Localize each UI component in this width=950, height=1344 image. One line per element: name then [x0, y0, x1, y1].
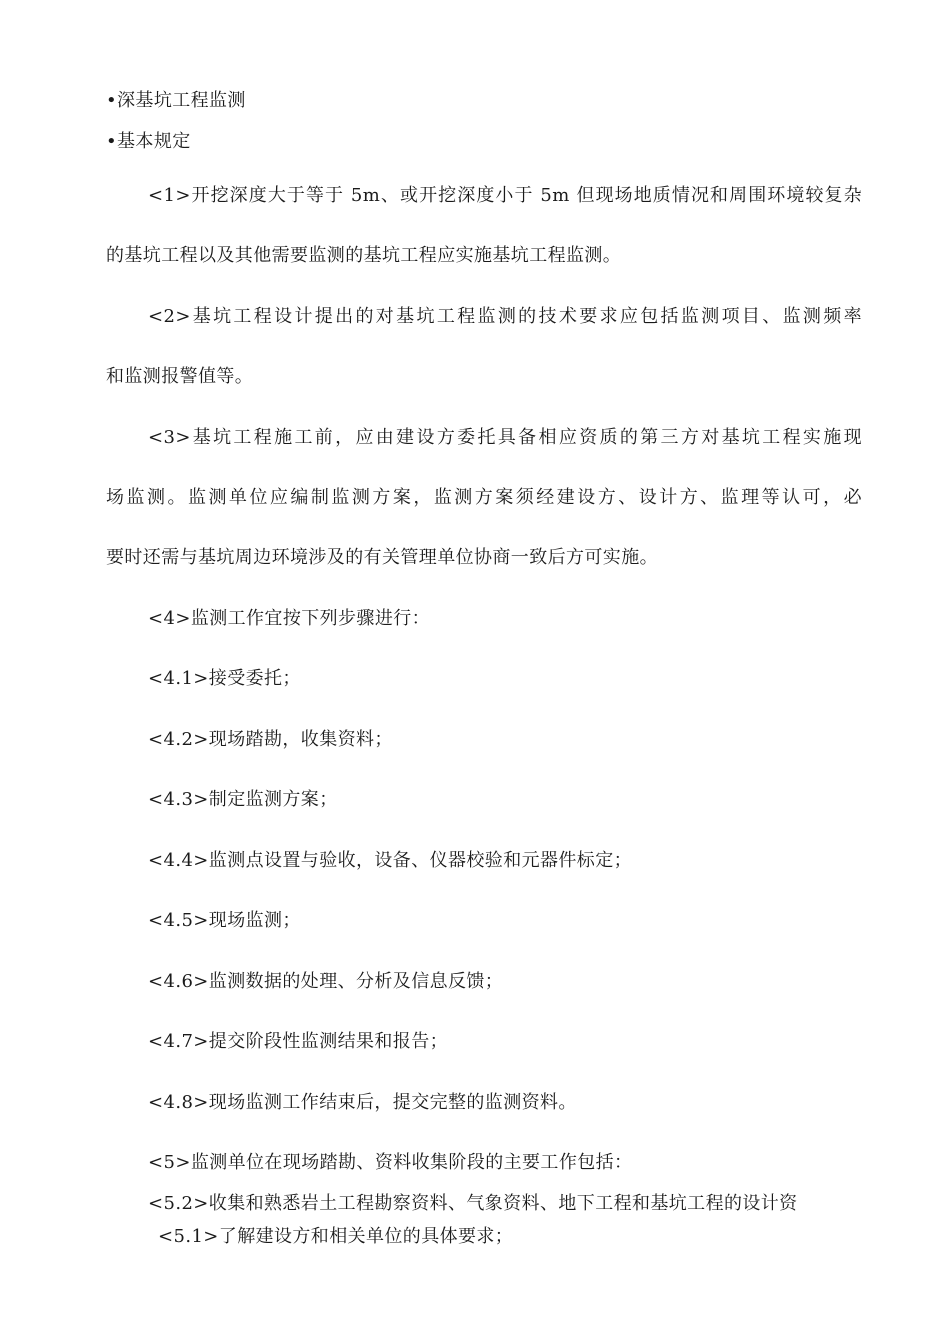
list-item: <4.4>监测点设置与验收，设备、仪器校验和元器件标定； — [148, 850, 632, 871]
subsection-heading: •基本规定 — [106, 131, 191, 152]
list-item: <4.3>制定监测方案； — [148, 789, 338, 810]
paragraph-5-item-2: <5.2>收集和熟悉岩土工程勘察资料、气象资料、地下工程和基坑工程的设计资 — [148, 1193, 798, 1214]
paragraph-3-line-3: 要时还需与基坑周边环境涉及的有关管理单位协商一致后方可实施。 — [106, 547, 658, 568]
list-item: <4.7>提交阶段性监测结果和报告； — [148, 1031, 448, 1052]
paragraph-5-item-1: <5.1>了解建设方和相关单位的具体要求； — [158, 1226, 514, 1247]
paragraph-1-line-1: <1>开挖深度大于等于 5m、或开挖深度小于 5m 但现场地质情况和周围环境较复杂 — [148, 185, 862, 206]
list-item: <4.5>现场监测； — [148, 910, 301, 931]
list-item: <4.8>现场监测工作结束后，提交完整的监测资料。 — [148, 1092, 577, 1113]
paragraph-2-line-1: <2>基坑工程设计提出的对基坑工程监测的技术要求应包括监测项目、监测频率 — [148, 306, 862, 327]
paragraph-3-line-2: 场监测。监测单位应编制监测方案，监测方案须经建设方、设计方、监理等认可，必 — [106, 487, 862, 508]
paragraph-1-line-2: 的基坑工程以及其他需要监测的基坑工程应实施基坑工程监测。 — [106, 245, 622, 266]
paragraph-4: <4>监测工作宜按下列步骤进行： — [148, 608, 431, 629]
paragraph-3-line-1: <3>基坑工程施工前，应由建设方委托具备相应资质的第三方对基坑工程实施现 — [148, 427, 862, 448]
list-item: <4.6>监测数据的处理、分析及信息反馈； — [148, 971, 504, 992]
list-item: <4.1>接受委托； — [148, 668, 301, 689]
paragraph-2-line-2: 和监测报警值等。 — [106, 366, 254, 387]
section-heading: •深基坑工程监测 — [106, 90, 246, 111]
list-item: <4.2>现场踏勘，收集资料； — [148, 729, 393, 750]
paragraph-5: <5>监测单位在现场踏勘、资料收集阶段的主要工作包括： — [148, 1152, 633, 1173]
